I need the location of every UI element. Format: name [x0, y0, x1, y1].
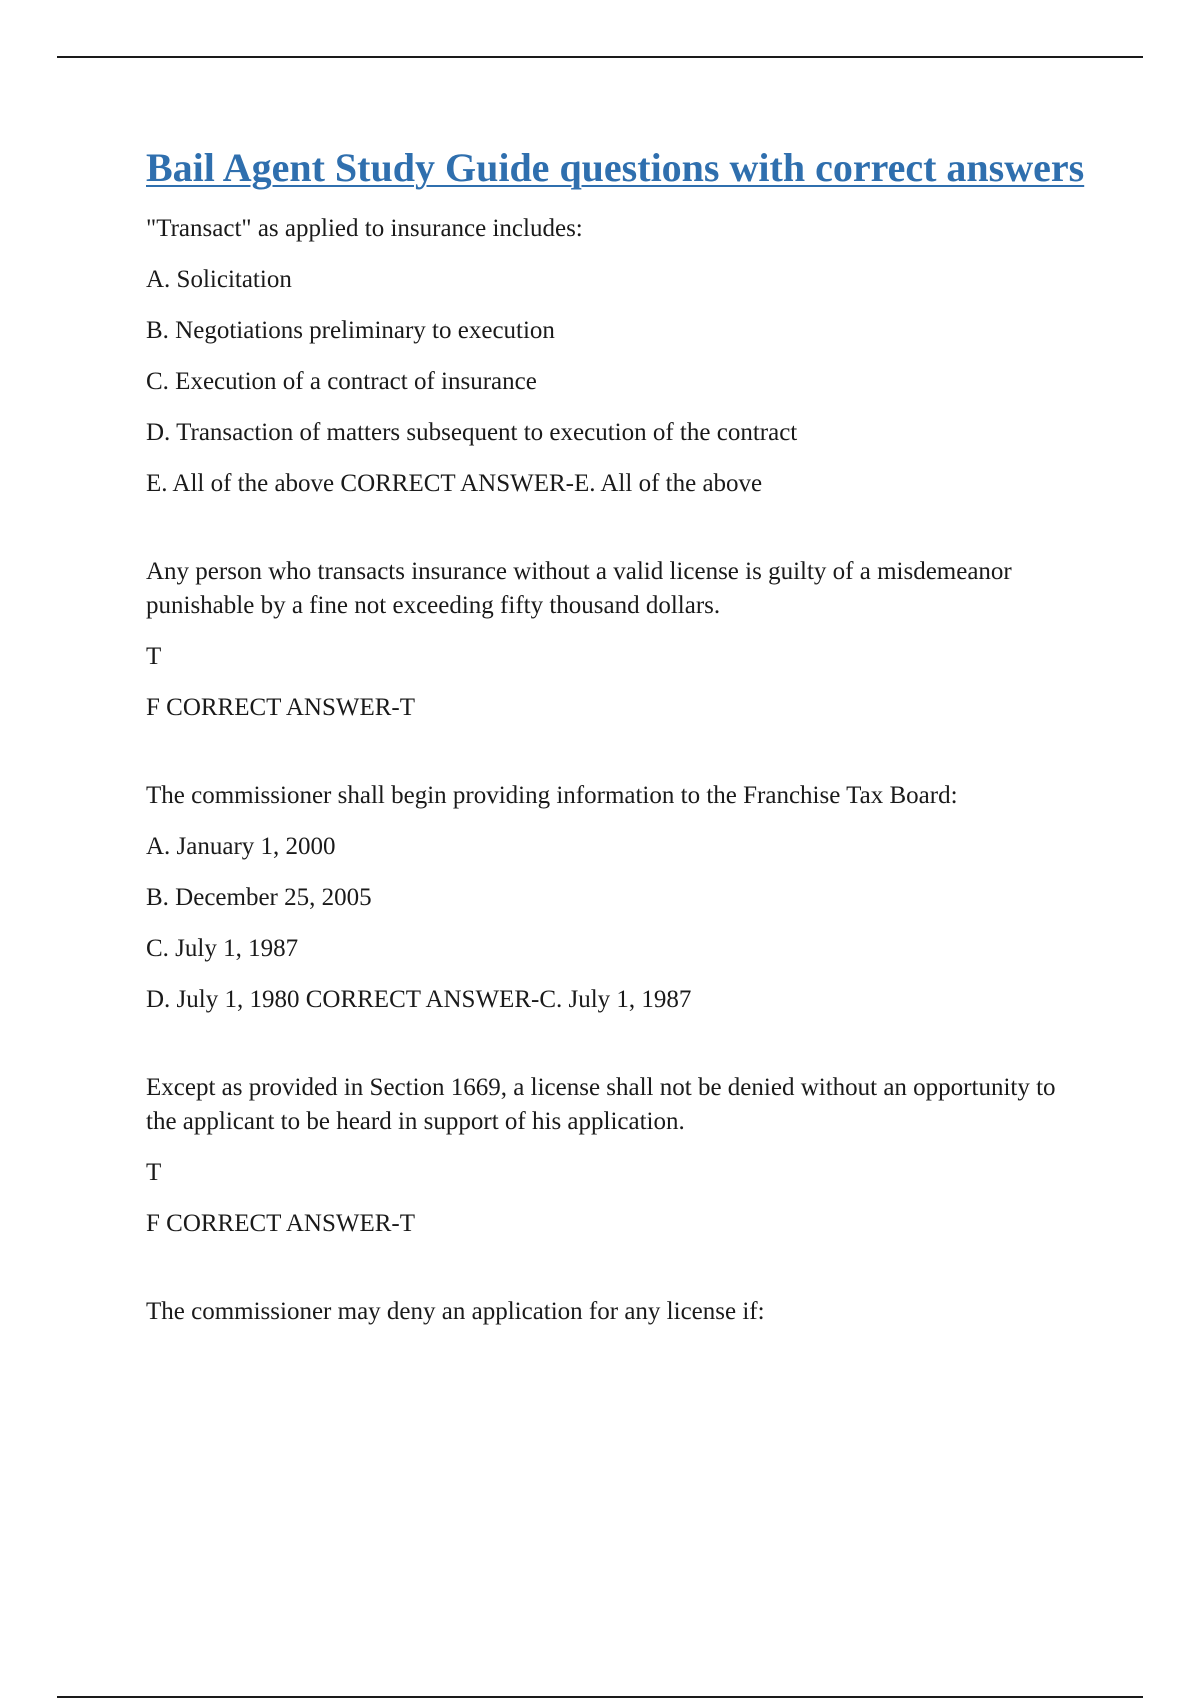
answer-option: T — [146, 643, 162, 670]
answer-option: A. January 1, 2000 — [146, 833, 336, 860]
answer-option: B. December 25, 2005 — [146, 884, 372, 911]
question-prompt: The commissioner shall begin providing information to the Franchise Tax Board: — [146, 782, 958, 809]
question-5 — [146, 1295, 1086, 1329]
question-2 — [146, 555, 1086, 725]
question-prompt: The commissioner may deny an application for any license if: — [146, 1298, 765, 1325]
answer-option: B. Negotiations preliminary to execution — [146, 317, 555, 344]
answer-option: A. Solicitation — [146, 266, 292, 293]
question-4 — [146, 1071, 1086, 1241]
document-body — [146, 140, 1086, 1346]
document-title: Bail Agent Study Guide questions with correct answers — [146, 145, 1085, 190]
question-1 — [146, 212, 1086, 501]
answer-option: T — [146, 1159, 162, 1186]
answer-option-with-correct-answer: F CORRECT ANSWER-T — [146, 1210, 416, 1237]
question-3 — [146, 779, 1086, 1017]
answer-option: C. July 1, 1987 — [146, 935, 299, 962]
answer-option: D. Transaction of matters subsequent to execution of the contract — [146, 419, 798, 446]
answer-option-with-correct-answer: F CORRECT ANSWER-T — [146, 694, 416, 721]
answer-option-with-correct-answer: D. July 1, 1980 CORRECT ANSWER-C. July 1, 1987 — [146, 986, 692, 1013]
question-prompt: Any person who transacts insurance without a valid license is guilty of a misdemeanor punishable by a fine not exceeding fifty thousand dollars. — [146, 558, 1012, 619]
header-rule — [57, 56, 1143, 58]
question-prompt: "Transact" as applied to insurance includes: — [146, 215, 583, 242]
footer-rule — [57, 1696, 1143, 1698]
answer-option: C. Execution of a contract of insurance — [146, 368, 537, 395]
question-prompt: Except as provided in Section 1669, a license shall not be denied without an opportunity to the applicant to be heard in support of his application. — [146, 1074, 1056, 1135]
answer-option-with-correct-answer: E. All of the above CORRECT ANSWER-E. All of the above — [146, 470, 763, 497]
